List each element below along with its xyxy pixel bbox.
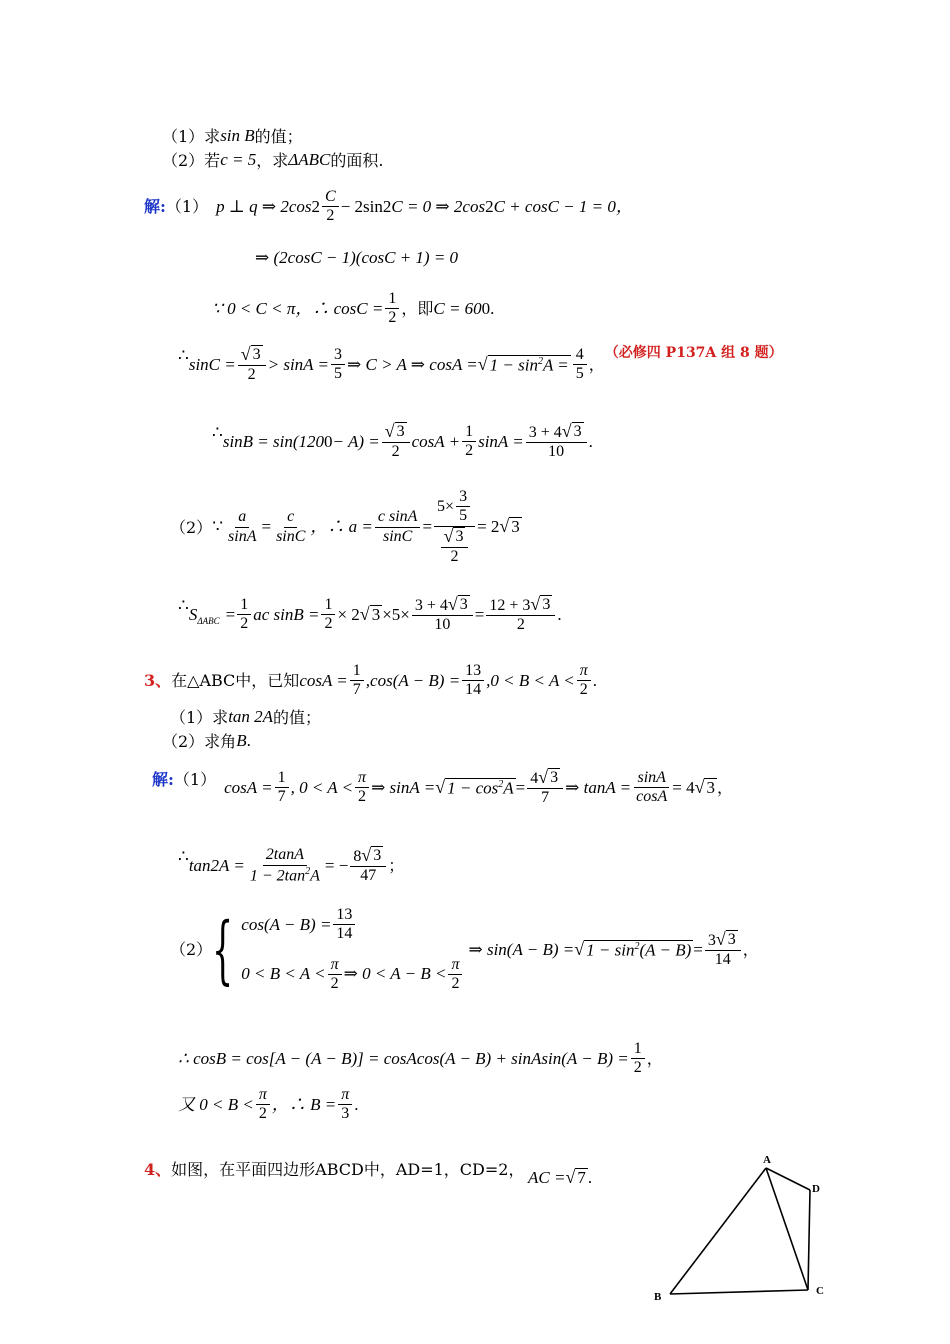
math: = 2 [477, 517, 500, 537]
sqrt-in: 3 [252, 346, 261, 363]
den: cosA [636, 788, 668, 806]
den: 14 [336, 925, 353, 943]
num: c [284, 508, 297, 527]
num: π [256, 1086, 270, 1105]
brace: { [212, 906, 234, 993]
math: . [354, 1094, 359, 1114]
den: 10 [434, 616, 451, 634]
fraction [237, 596, 251, 634]
fraction [375, 508, 421, 546]
math: ⇒ sinA = [371, 777, 436, 797]
den: 2 [358, 788, 367, 806]
exp: 2 [485, 196, 494, 216]
den: 2 [258, 1105, 267, 1123]
text: （1）求 [162, 126, 221, 146]
math: sinB = sin(120 [222, 431, 325, 451]
math: sinA = [478, 431, 524, 451]
q2-sol2: ⇒ (2cosC − 1)(cosC + 1) = 0 [255, 248, 459, 267]
math: ，∴ B = [271, 1094, 337, 1114]
math: ⇒ tanA = [565, 777, 632, 797]
part-label: （2） [170, 940, 213, 960]
sqrt-in: 3 [706, 778, 715, 798]
q3-sol4 [178, 1040, 663, 1078]
q2-sol4 [178, 345, 783, 385]
math: ∵ 0 < C < π，∴ cosC = [212, 298, 384, 318]
edge-BC [670, 1290, 808, 1294]
math: cosA = [224, 777, 273, 797]
num: 1 [385, 290, 399, 309]
math: ∴ [212, 422, 223, 442]
den: 7 [352, 681, 361, 699]
exp: 2 [498, 778, 504, 790]
num: π [328, 956, 342, 975]
q3-sol1 [152, 768, 733, 808]
den: 2 [324, 615, 333, 633]
exp: 2 [382, 196, 392, 216]
num: 13 [333, 906, 355, 925]
fraction [256, 1086, 270, 1124]
text: 的面积. [330, 150, 384, 170]
math: = [693, 939, 703, 959]
math: p ⊥ q ⇒ 2cos [216, 196, 312, 216]
fraction [338, 1086, 352, 1124]
math: ×5× [382, 604, 410, 624]
num: 4 [573, 346, 587, 365]
system-row [241, 906, 464, 944]
fraction [322, 188, 339, 226]
exp: 2 [537, 355, 543, 367]
num: 8 [353, 848, 362, 865]
q3-sub2 [162, 731, 251, 751]
text: ， [588, 355, 605, 375]
math: ∴ [178, 846, 189, 866]
text: 的值； [273, 707, 322, 727]
sqrt-in: 3 [542, 596, 551, 613]
text: 如图，在平面四边形ABCD中，AD=1，CD=2， [171, 1160, 525, 1179]
q2-sol6: （2） ∵ $\frac{a}{\sin A}$ = $\frac{c}{\sin C}$ ，∴ a = $\frac{\text{c sinA}}{\sin C}$ = 5× $\frac{3}{5}$ √ 3 2 = 2 √ 3 [170, 488, 520, 566]
fraction [275, 769, 289, 807]
math: C + cosC − 1 = 0， [493, 196, 633, 216]
sqrt-in: 3 [550, 769, 559, 786]
den: 7 [541, 789, 550, 807]
math: tan2A = [188, 855, 245, 875]
fraction [333, 906, 355, 944]
fraction: √ 3 2 [382, 422, 410, 462]
den: 14 [465, 681, 482, 699]
math: ,cos(A − B) = [365, 670, 461, 690]
den: 5 [459, 507, 468, 525]
num: π [448, 956, 462, 975]
sqrt-in: 3 [573, 423, 582, 440]
den: 3 [341, 1105, 350, 1123]
math: . [587, 1168, 593, 1187]
fraction [331, 346, 345, 384]
q4-stem [144, 1160, 524, 1179]
fraction [577, 662, 591, 700]
math: > sinA = [267, 354, 329, 374]
den: 47 [360, 867, 377, 885]
den: 2 [516, 616, 525, 634]
math: − 2sin [340, 196, 383, 216]
text: ，求 [256, 150, 289, 170]
math: c = 5 [220, 150, 257, 169]
sqrt-in: 7 [577, 1168, 586, 1188]
q2-sol3 [212, 290, 494, 328]
q2-sub2 [162, 150, 383, 170]
den: 2 [391, 443, 400, 461]
num: a [235, 508, 249, 527]
jie-label: 解: [144, 197, 166, 217]
text: ； [388, 856, 405, 876]
fraction [238, 345, 266, 385]
den: 2 [247, 366, 256, 384]
num: c sinA [375, 508, 421, 527]
num: C [322, 188, 339, 207]
text: （1）求 [170, 707, 229, 727]
math: = [474, 604, 485, 624]
text: ， [716, 778, 733, 798]
fraction: 3 + 4 √ 3 10 [412, 595, 473, 635]
math: ΔABC [288, 150, 331, 169]
fraction [273, 508, 308, 546]
num: sinA [634, 769, 668, 788]
edge-CD [808, 1190, 810, 1290]
part-label: （1） [173, 770, 217, 790]
fraction: 8 √ 3 47 [350, 846, 386, 886]
den: 2 [326, 207, 335, 225]
fraction [448, 956, 462, 994]
quadrilateral-figure [640, 1148, 840, 1308]
num: π [577, 662, 591, 681]
den: 7 [277, 788, 286, 806]
fraction [633, 769, 670, 807]
den: 2 [450, 548, 459, 566]
fraction: 4 √ 3 7 [527, 768, 563, 808]
num: 2tanA [263, 846, 307, 865]
fraction [350, 662, 364, 700]
sqrt: √ $1 - \cos^2A$ [435, 776, 514, 798]
sqrt-in: 3 [455, 527, 464, 545]
fraction: 3 + 4 √ 3 10 [526, 422, 587, 462]
text: ， [646, 1049, 663, 1069]
text: ， [742, 940, 759, 960]
fraction [355, 769, 369, 807]
math: − A) = [332, 431, 380, 451]
sqrt-in: 3 [373, 847, 382, 864]
fraction: 3 √ 3 14 [705, 930, 741, 970]
exp: 0 [481, 298, 491, 318]
fraction [225, 508, 259, 546]
den: 5 [575, 365, 584, 383]
sqrt: √ 3 [499, 516, 520, 537]
num: 13 [462, 662, 484, 681]
den: sinC [276, 527, 306, 545]
q2-sol1 [144, 188, 633, 226]
q4-ac [528, 1168, 592, 1188]
fraction [462, 423, 476, 461]
exp: 2 [634, 940, 640, 952]
num: 3 [331, 346, 345, 365]
q3-sol5 [178, 1086, 358, 1124]
math: , 0 < A < [290, 777, 354, 797]
den: 2 [465, 442, 474, 460]
num: 1 [462, 423, 476, 442]
math: 1 − cos [447, 778, 499, 798]
math: 1 − sin [489, 355, 538, 375]
num: 5× [437, 497, 455, 515]
q3-stem [144, 662, 597, 700]
label-C: C [816, 1285, 824, 1297]
den: 10 [548, 443, 565, 461]
text: 在△ABC中，已知 [171, 671, 300, 691]
sqrt: √ $1 - \sin^2A$ = [477, 353, 569, 375]
den: 1 − 2tan [249, 867, 306, 885]
math: sinC = [188, 354, 236, 374]
math: = [225, 604, 236, 624]
math: ⇒ sin(A − B) = [468, 939, 575, 959]
text: （2）若 [162, 150, 221, 170]
math: cosA = [299, 670, 348, 690]
sqrt: √ 3 [240, 344, 261, 364]
num: 3 [707, 931, 716, 949]
num: 12 + 3 [489, 597, 531, 614]
math: ∴ cosB = cos[A − (A − B)] = cosAcos(A − B) + sinAsin(A − B) = [178, 1048, 629, 1068]
math: ∴ [178, 595, 189, 615]
math: = [515, 777, 526, 797]
math: 又 0 < B < [178, 1094, 254, 1114]
complex-fraction: 5× $\frac{3}{5}$ √ 3 2 [434, 488, 475, 567]
math: A = [542, 355, 569, 375]
part-label: （1） [165, 197, 209, 217]
question-number: 3、 [144, 671, 172, 691]
den: 2 [633, 1059, 642, 1077]
math: ∴ [178, 345, 189, 365]
q2-sol5 [212, 422, 593, 462]
system-row [241, 956, 464, 994]
q3-sol3 [170, 906, 759, 994]
exp: 2 [305, 865, 311, 877]
fraction [573, 346, 587, 384]
math: sin B [220, 126, 255, 145]
num: 4 [530, 770, 539, 787]
subscript: ΔABC [197, 616, 220, 627]
q2-sub1 [162, 126, 303, 146]
den: 2 [330, 975, 339, 993]
fraction: 12 + 3 √ 3 2 [486, 595, 555, 635]
part-label: （2） [170, 517, 213, 537]
den: 14 [714, 951, 731, 969]
q2-sol7 [178, 595, 562, 635]
jie-label: 解: [152, 770, 174, 790]
fraction [247, 846, 323, 885]
math: B [236, 731, 247, 750]
q3-sub1 [170, 707, 321, 727]
den: sinA [228, 527, 257, 545]
math: ，∴ a = [310, 517, 373, 537]
math: = [422, 517, 433, 537]
label-A: A [763, 1154, 771, 1166]
sqrt: √ 7 [565, 1167, 586, 1188]
den: A [310, 867, 320, 885]
sqrt: √ $1 - \sin^2(A - B)$ [574, 938, 692, 960]
system [241, 906, 464, 994]
text: 的值； [254, 126, 303, 146]
math: . [588, 431, 593, 451]
math: = − [324, 855, 349, 875]
math: . [592, 670, 598, 690]
math: C = 60 [433, 298, 482, 318]
question-number: 4、 [144, 1160, 172, 1179]
num: 1 [631, 1040, 645, 1059]
math: S [188, 604, 198, 624]
math: = 4 [672, 777, 695, 797]
text: （2）求角 [162, 731, 237, 751]
fraction [328, 956, 342, 994]
sqrt-in: 3 [459, 596, 468, 613]
math: ⇒ 0 < A − B < [343, 964, 447, 984]
den: 2 [451, 975, 460, 993]
sqrt: √ 3 [359, 604, 381, 625]
math: AC = [528, 1168, 566, 1187]
den: 2 [240, 615, 249, 633]
math: A [503, 778, 514, 798]
num: 1 [350, 662, 364, 681]
math: ac sinB = [253, 604, 320, 624]
math: (A − B) [639, 940, 692, 960]
math: cosA + [411, 431, 461, 451]
fraction [321, 596, 335, 634]
sqrt-in: 3 [511, 517, 520, 537]
math: 0 < B < A < [241, 964, 326, 984]
math: 1 − sin [586, 940, 635, 960]
den: sinC [382, 527, 413, 545]
math: tan 2A [228, 707, 274, 726]
sqrt-in: 3 [371, 605, 381, 625]
math: C = 0 ⇒ 2cos [391, 196, 486, 216]
q3-sol2 [178, 846, 404, 886]
den: 2 [388, 309, 397, 327]
exp: 0 [324, 431, 333, 451]
num: 1 [321, 596, 335, 615]
num: 3 + 4 [528, 424, 562, 441]
num: 3 + 4 [414, 597, 448, 614]
num: π [338, 1086, 352, 1105]
sqrt: √ 3 [694, 777, 715, 798]
math: . [246, 731, 251, 750]
num: 1 [237, 596, 251, 615]
math: ⇒ C > A ⇒ cosA = [346, 354, 478, 374]
num: π [355, 769, 369, 788]
label-B: B [654, 1291, 662, 1303]
math: . [557, 604, 562, 624]
reference-note: （必修四 P137A 组 8 题） [604, 345, 783, 362]
math: . [490, 298, 495, 318]
math: cos(A − B) = [241, 914, 332, 934]
den: 2 [579, 681, 588, 699]
fraction [385, 290, 399, 328]
sqrt-in: 3 [727, 930, 736, 948]
fraction [462, 662, 484, 700]
exp: 2 [311, 196, 321, 216]
math: = [261, 517, 272, 537]
den: 5 [333, 365, 342, 383]
sqrt-in: 3 [396, 423, 405, 440]
math: ,0 < B < A < [486, 670, 575, 690]
num: 3 [456, 488, 470, 507]
edge-AB [670, 1168, 766, 1294]
num: 1 [275, 769, 289, 788]
math: × 2 [337, 604, 360, 624]
fraction [631, 1040, 645, 1078]
label-D: D [812, 1183, 820, 1195]
text: ，即 [401, 299, 434, 319]
